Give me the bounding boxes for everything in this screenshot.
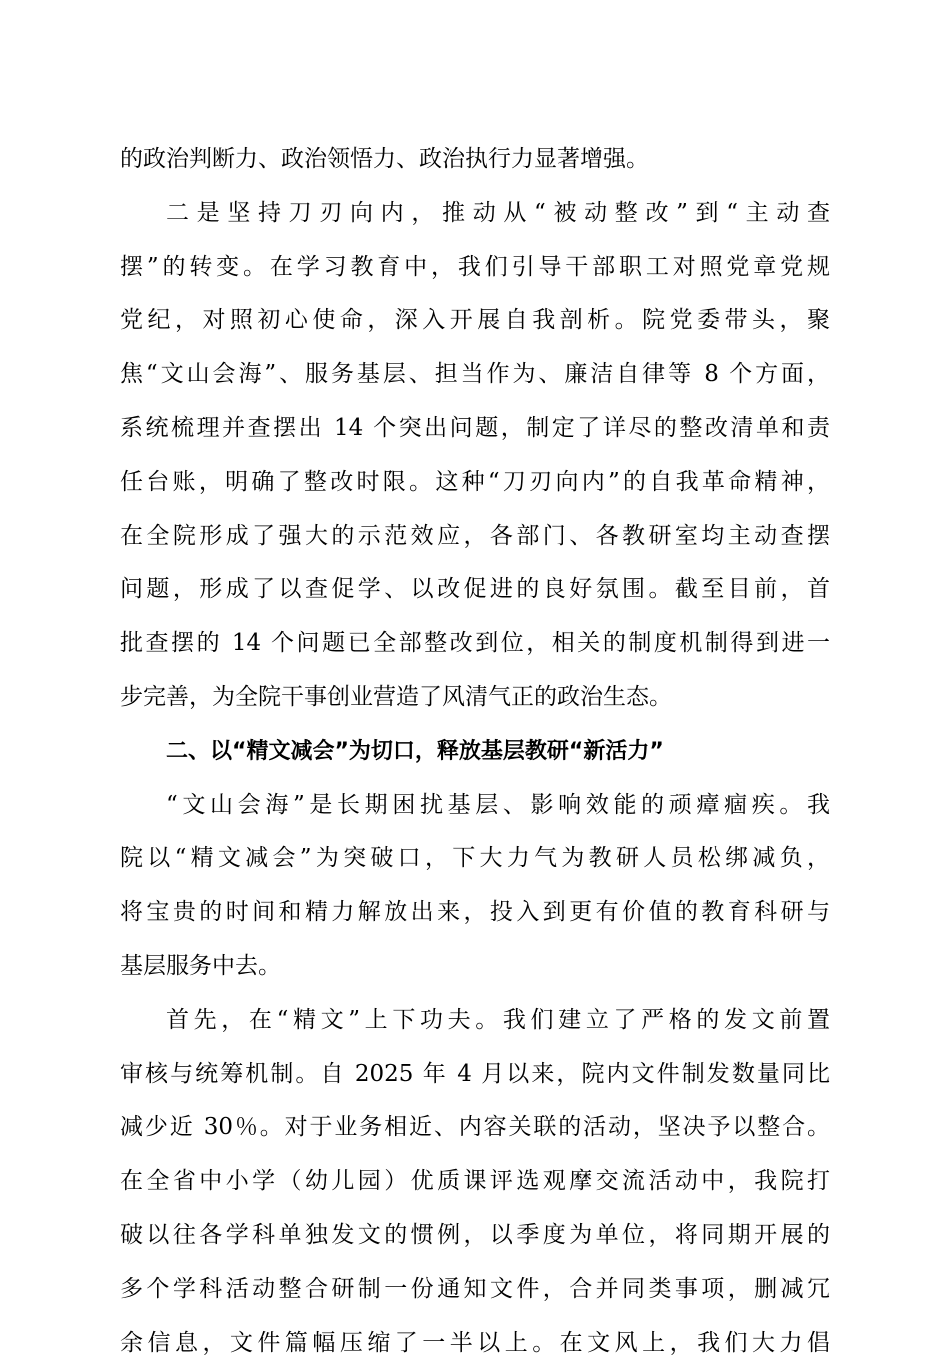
paragraph-line: 余信息，文件篇幅压缩了一半以上。在文风上，我们大力倡	[120, 1329, 830, 1356]
paragraph-line: 多个学科活动整合研制一份通知文件，合并同类事项，删减冗	[120, 1275, 830, 1302]
paragraph-line: 将宝贵的时间和精力解放出来，投入到更有价值的教育科研与	[120, 899, 830, 926]
paragraph-line: 摆”的转变。在学习教育中，我们引导干部职工对照党章党规	[120, 253, 830, 280]
paragraph-line: 二是坚持刀刃向内，推动从“被动整改”到“主动查	[166, 199, 830, 226]
paragraph-line: 在全院形成了强大的示范效应，各部门、各教研室均主动查摆	[120, 522, 830, 549]
paragraph-line: 破以往各学科单独发文的惯例，以季度为单位，将同期开展的	[120, 1221, 830, 1248]
paragraph-line: 审核与统筹机制。自 2025 年 4 月以来，院内文件制发数量同比	[120, 1060, 830, 1087]
paragraph-line: 任台账，明确了整改时限。这种“刀刃向内”的自我革命精神，	[120, 468, 830, 495]
paragraph-line: 系统梳理并查摆出 14 个突出问题，制定了详尽的整改清单和责	[120, 414, 830, 441]
paragraph-line: “文山会海”是长期困扰基层、影响效能的顽瘴痼疾。我	[166, 791, 830, 818]
paragraph-line: 问题，形成了以查促学、以改促进的良好氛围。截至目前，首	[120, 576, 830, 603]
document-body	[120, 133, 830, 1370]
paragraph-line: 在全省中小学（幼儿园）优质课评选观摩交流活动中，我院打	[120, 1168, 830, 1195]
paragraph-line: 的政治判断力、政治领悟力、政治执行力显著增强。	[120, 146, 649, 172]
paragraph-line: 首先，在“精文”上下功夫。我们建立了严格的发文前置	[166, 1006, 830, 1033]
paragraph-line: 焦“文山会海”、服务基层、担当作为、廉洁自律等 8 个方面，	[120, 361, 830, 388]
paragraph-line: 党纪，对照初心使命，深入开展自我剖析。院党委带头，聚	[120, 307, 830, 334]
section-heading: 二、以“精文减会”为切口，释放基层教研“新活力”	[166, 738, 664, 764]
paragraph-line: 基层服务中去。	[120, 952, 281, 979]
paragraph-line: 步完善，为全院干事创业营造了风清气正的政治生态。	[120, 683, 672, 710]
paragraph-line: 批查摆的 14 个问题已全部整改到位，相关的制度机制得到进一	[120, 630, 830, 657]
paragraph-line: 院以“精文减会”为突破口，下大力气为教研人员松绑减负，	[120, 845, 830, 872]
paragraph-line: 减少近 30％。对于业务相近、内容关联的活动，坚决予以整合。	[120, 1114, 830, 1141]
